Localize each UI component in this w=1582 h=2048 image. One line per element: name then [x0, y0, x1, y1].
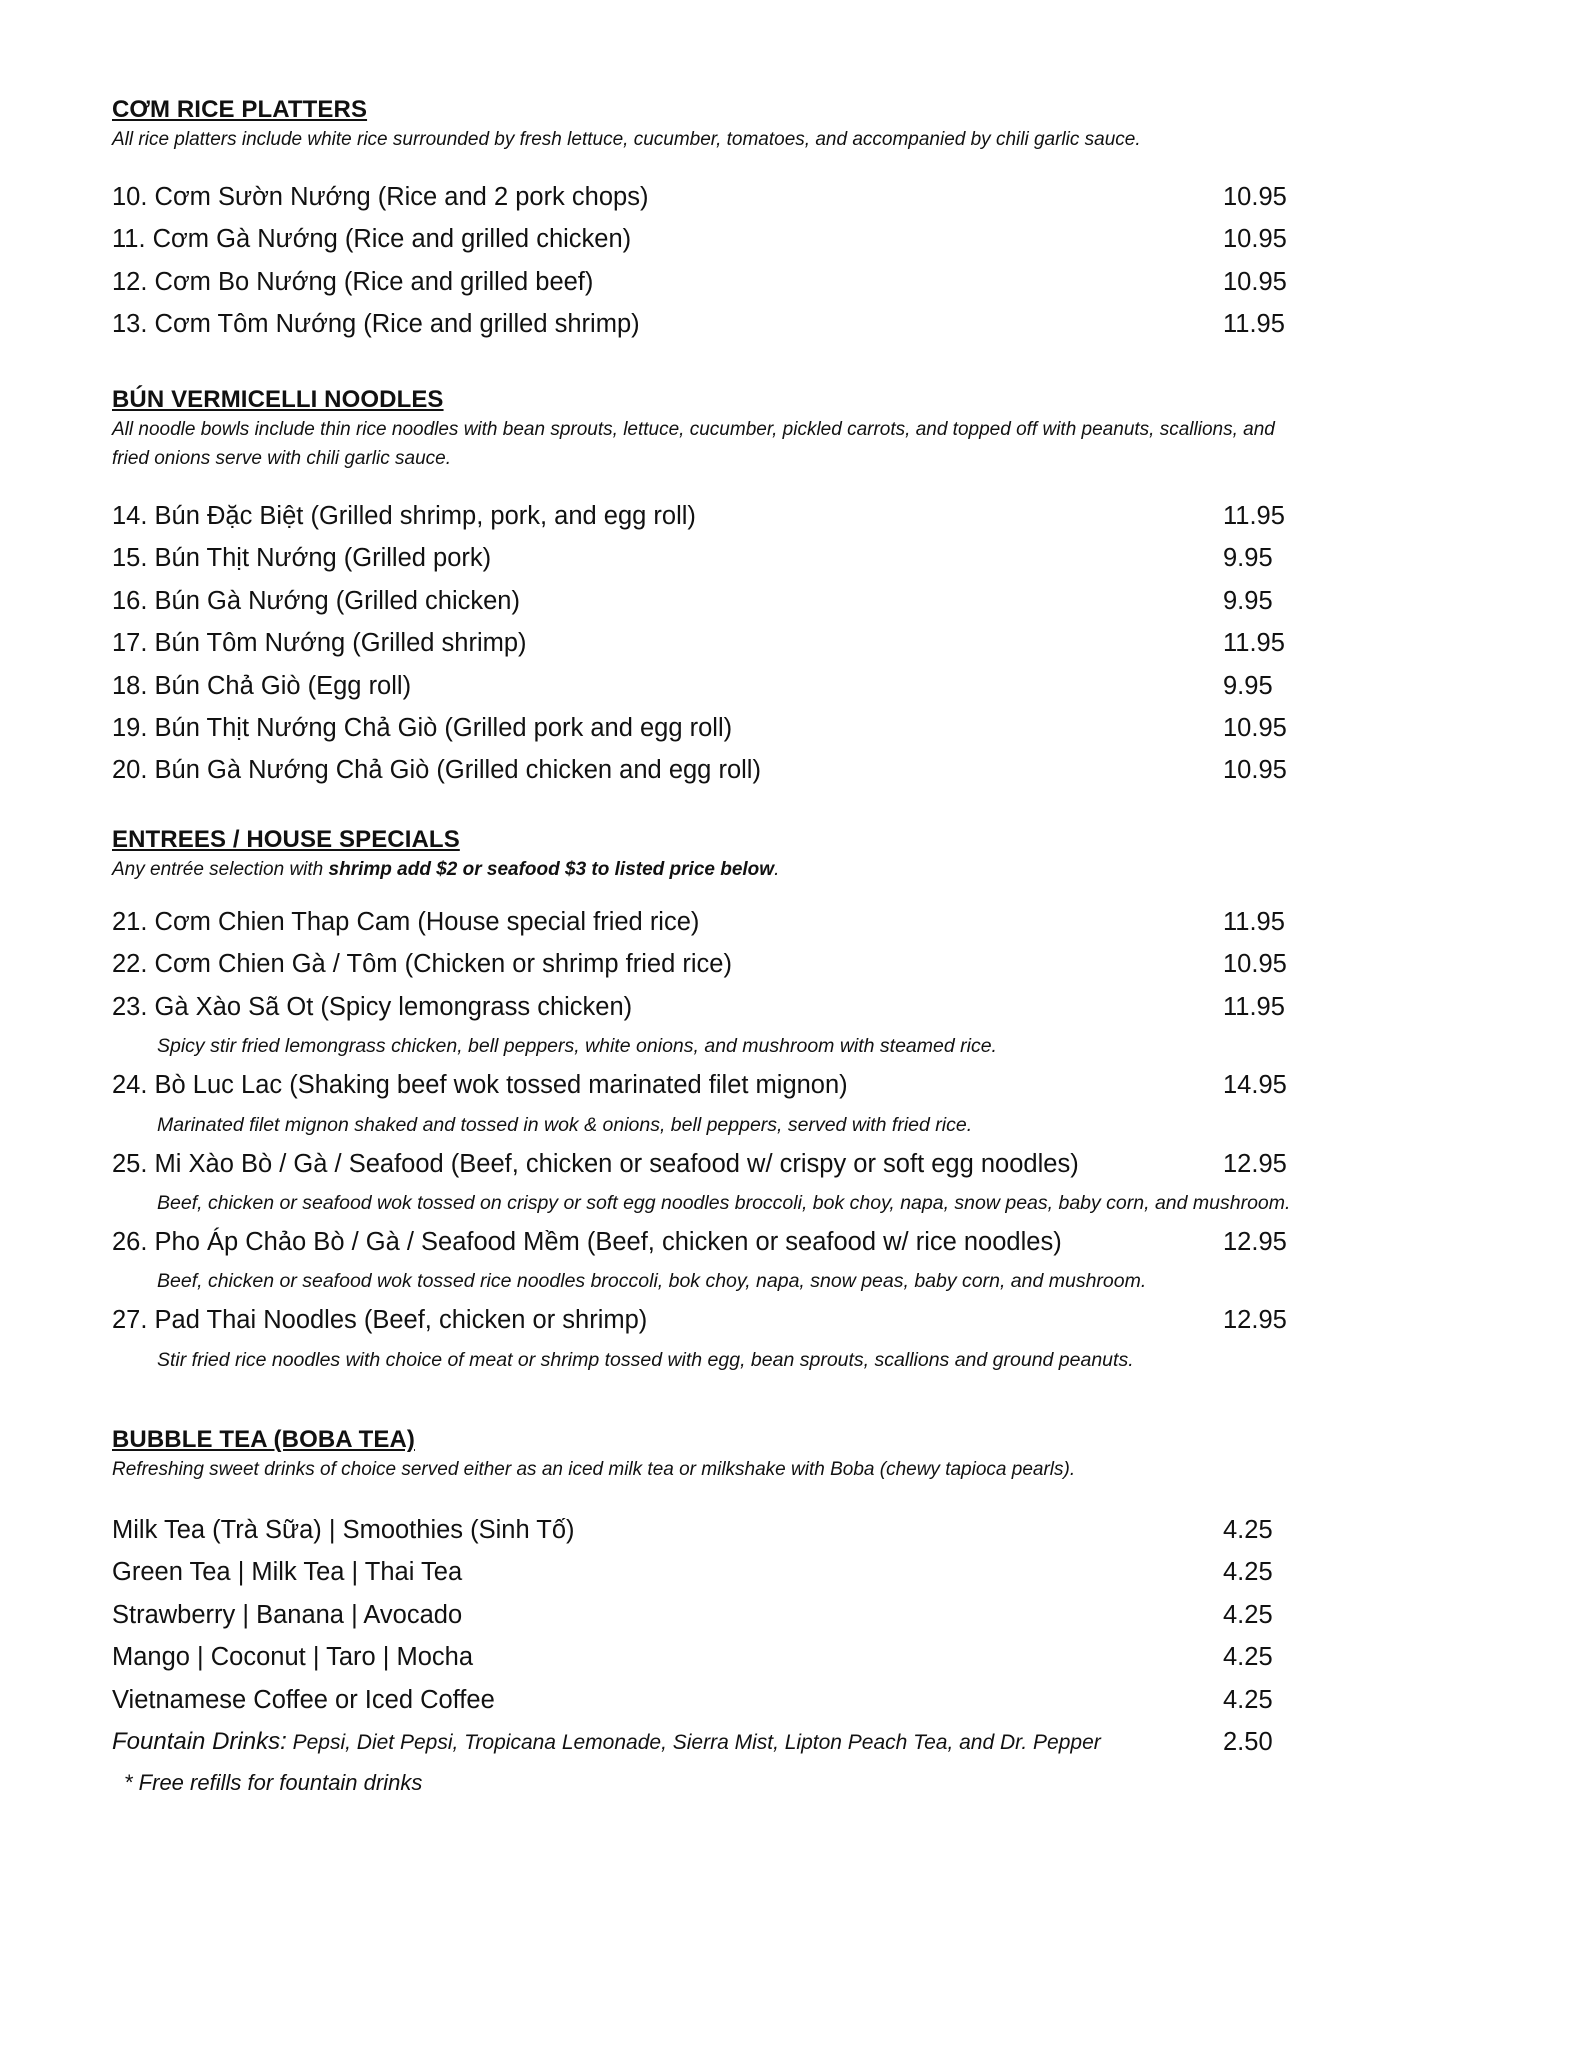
section-rice-platters — [112, 95, 1287, 346]
section-entrees — [112, 825, 1290, 1378]
section-title: BÚN VERMICELLI NOODLES — [112, 386, 444, 413]
item-description: Beef, chicken or seafood wok tossed on crispy or soft egg noodles broccoli, bok choy, napa, snow peas, baby corn, and mushroom. — [157, 1191, 1291, 1214]
menu-item-fountain-drinks — [112, 1721, 1273, 1763]
menu-item — [112, 495, 1312, 537]
menu-item — [112, 665, 1312, 707]
item-label: 18. Bún Chả Giò (Egg roll) — [112, 671, 412, 700]
menu-item — [112, 1064, 1290, 1106]
item-label: 13. Cơm Tôm Nướng (Rice and grilled shrimp) — [112, 310, 640, 339]
item-price: 9.95 — [1223, 586, 1273, 615]
section-title: ENTREES / HOUSE SPECIALS — [112, 826, 460, 853]
item-price: 14.95 — [1223, 1071, 1287, 1100]
item-label: 26. Pho Áp Chảo Bò / Gà / Seafood Mềm (Beef, chicken or seafood w/ rice noodles) — [112, 1227, 1062, 1256]
menu-item — [112, 580, 1312, 622]
section-description: All noodle bowls include thin rice noodles with bean sprouts, lettuce, cucumber, pickled carrots, and topped off with peanuts, scallions, and fried onions serve with chili garlic sauce. — [112, 419, 1275, 469]
item-price: 10.95 — [1223, 267, 1287, 296]
item-label: 17. Bún Tôm Nướng (Grilled shrimp) — [112, 629, 527, 658]
item-description: Marinated filet mignon shaked and tossed in wok & onions, bell peppers, served with fried rice. — [157, 1113, 973, 1136]
item-label: Vietnamese Coffee or Iced Coffee — [112, 1685, 495, 1714]
item-price: 10.95 — [1223, 225, 1287, 254]
menu-item — [112, 622, 1312, 664]
item-price: 10.95 — [1223, 183, 1287, 211]
item-price: 9.95 — [1223, 671, 1273, 700]
section-bubble-tea — [112, 1425, 1273, 1803]
description-text: Any entrée selection with — [112, 859, 329, 880]
section-title: CƠM RICE PLATTERS — [112, 96, 368, 123]
item-price: 2.50 — [1223, 1727, 1273, 1756]
section-description: Refreshing sweet drinks of choice served either as an iced milk tea or milkshake with Boba (chewy tapioca pearls). — [112, 1459, 1076, 1480]
section-description — [112, 855, 1290, 884]
description-text-end: . — [774, 859, 780, 880]
section-title: BUBBLE TEA (BOBA TEA) — [112, 1426, 415, 1453]
item-label: 21. Cơm Chien Thap Cam (House special fried rice) — [112, 908, 700, 936]
fountain-label: Fountain Drinks: — [112, 1727, 287, 1755]
item-description: Stir fried rice noodles with choice of meat or shrimp tossed with egg, bean sprouts, scallions and ground peanuts. — [157, 1348, 1134, 1371]
item-price: 4.25 — [1223, 1558, 1273, 1587]
item-label: 20. Bún Gà Nướng Chả Giò (Grilled chicken and egg roll) — [112, 756, 761, 785]
item-label: Milk Tea (Trà Sữa) | Smoothies (Sinh Tố) — [112, 1516, 575, 1544]
item-label — [112, 1721, 1101, 1764]
item-price: 11.95 — [1223, 629, 1285, 658]
menu-item-list — [112, 495, 1312, 792]
menu-item-list — [112, 1509, 1273, 1803]
item-label: 27. Pad Thai Noodles (Beef, chicken or shrimp) — [112, 1306, 648, 1335]
item-label: 24. Bò Luc Lac (Shaking beef wok tossed marinated filet mignon) — [112, 1071, 848, 1100]
item-price: 11.95 — [1223, 502, 1285, 530]
menu-item — [112, 303, 1285, 345]
item-label: 10. Cơm Sườn Nướng (Rice and 2 pork chops) — [112, 183, 649, 211]
menu-item — [112, 1143, 1290, 1185]
item-price: 4.25 — [1223, 1643, 1273, 1672]
item-label: Strawberry | Banana | Avocado — [112, 1600, 463, 1629]
item-price: 4.25 — [1223, 1685, 1273, 1714]
section-bun-vermicelli — [112, 385, 1312, 792]
menu-item — [112, 943, 1290, 985]
menu-item — [112, 1636, 1273, 1678]
item-price: 12.95 — [1223, 1149, 1287, 1178]
item-price: 11.95 — [1223, 992, 1285, 1021]
item-description: Spicy stir fried lemongrass chicken, bell peppers, white onions, and mushroom with steamed rice. — [157, 1035, 997, 1058]
item-label: 19. Bún Thịt Nướng Chả Giò (Grilled pork and egg roll) — [112, 713, 733, 742]
item-price: 4.25 — [1223, 1516, 1273, 1544]
menu-item-list — [112, 176, 1287, 346]
item-label: 23. Gà Xào Sã Ot (Spicy lemongrass chicken) — [112, 992, 633, 1021]
menu-item — [112, 218, 1287, 260]
item-price: 12.95 — [1223, 1227, 1287, 1256]
item-label: 14. Bún Đặc Biệt (Grilled shrimp, pork, and egg roll) — [112, 502, 696, 530]
menu-item — [112, 1679, 1273, 1721]
menu-item-list — [112, 901, 1290, 1378]
item-label: 16. Bún Gà Nướng (Grilled chicken) — [112, 586, 520, 615]
fountain-drink-list: Pepsi, Diet Pepsi, Tropicana Lemonade, Sierra Mist, Lipton Peach Tea, and Dr. Pepper — [286, 1730, 1101, 1754]
item-label: 12. Cơm Bo Nướng (Rice and grilled beef) — [112, 267, 594, 296]
menu-item — [112, 1594, 1273, 1636]
menu-item — [112, 1299, 1290, 1341]
item-price: 12.95 — [1223, 1306, 1287, 1335]
item-price: 11.95 — [1223, 310, 1285, 339]
menu-item — [112, 1221, 1290, 1263]
item-label: Green Tea | Milk Tea | Thai Tea — [112, 1558, 463, 1587]
description-bold-text: shrimp add $2 or seafood $3 to listed price below — [328, 859, 775, 880]
menu-item — [112, 901, 1290, 943]
item-price: 11.95 — [1223, 908, 1285, 936]
menu-item — [112, 986, 1290, 1028]
item-price: 4.25 — [1223, 1600, 1273, 1629]
item-label: Mango | Coconut | Taro | Mocha — [112, 1643, 474, 1672]
menu-item — [112, 749, 1312, 791]
menu-item — [112, 1551, 1273, 1593]
section-description: All rice platters include white rice surrounded by fresh lettuce, cucumber, tomatoes, and accompanied by chili garlic sauce. — [112, 129, 1141, 150]
item-description: Beef, chicken or seafood wok tossed rice noodles broccoli, bok choy, napa, snow peas, baby corn, and mushroom. — [157, 1270, 1147, 1293]
item-price: 10.95 — [1223, 950, 1287, 979]
menu-item — [112, 176, 1287, 218]
menu-item — [112, 1509, 1273, 1551]
menu-item — [112, 707, 1312, 749]
menu-item — [112, 261, 1287, 303]
item-price: 10.95 — [1223, 756, 1287, 785]
item-label: 22. Cơm Chien Gà / Tôm (Chicken or shrimp fried rice) — [112, 950, 732, 979]
menu-item — [112, 537, 1312, 579]
item-price: 9.95 — [1223, 544, 1273, 573]
item-label: 11. Cơm Gà Nướng (Rice and grilled chicken) — [112, 225, 632, 254]
item-label: 15. Bún Thịt Nướng (Grilled pork) — [112, 544, 492, 573]
item-label: 25. Mi Xào Bò / Gà / Seafood (Beef, chicken or seafood w/ crispy or soft egg noodles) — [112, 1149, 1079, 1178]
refill-note: * Free refills for fountain drinks — [124, 1770, 423, 1796]
item-price: 10.95 — [1223, 713, 1287, 742]
